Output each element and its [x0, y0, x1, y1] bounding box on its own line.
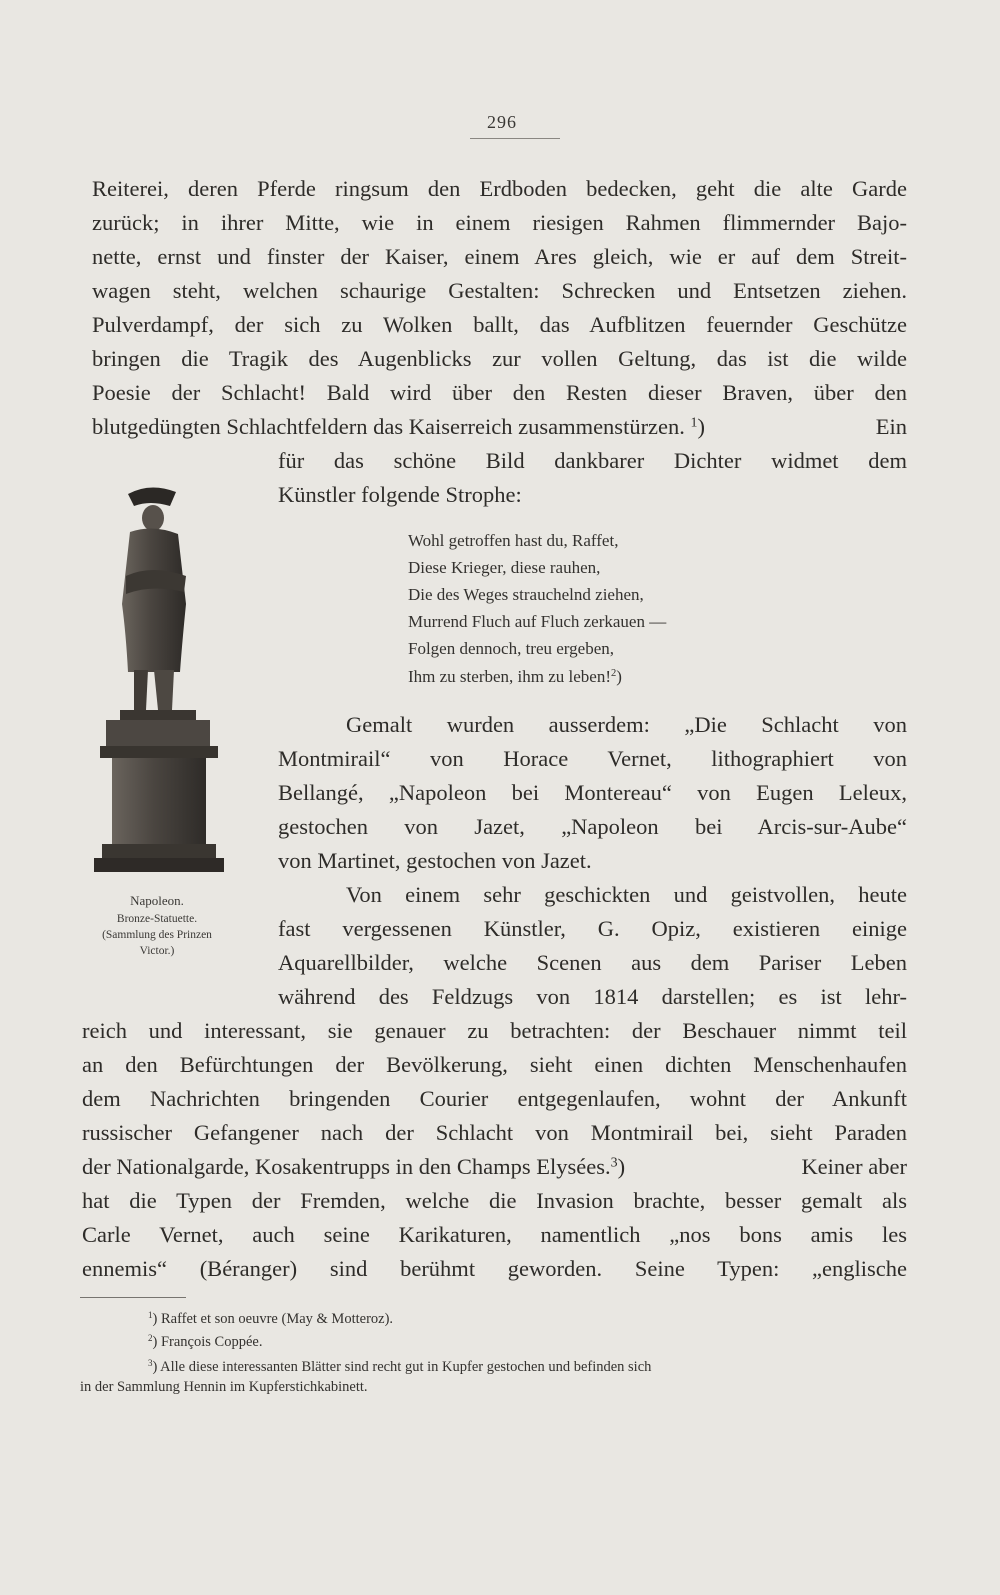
text-line: fast vergessenen Künstler, G. Opiz, existieren einige	[278, 916, 907, 941]
footnote: $^1$) Raffet et son oeuvre (May & Motteroz).	[148, 1310, 394, 1327]
poem-line: Diese Krieger, diese rauhen,	[408, 558, 601, 577]
footnote-ref: 2	[611, 668, 617, 680]
text-line: wagen steht, welchen schaurige Gestalten: Schrecken und Entsetzen ziehen.	[92, 278, 907, 303]
text-line: russischer Gefangener nach der Schlacht von Montmirail bei, sieht Paraden	[82, 1120, 907, 1145]
text-line: Pulverdampf, der sich zu Wolken ballt, das Aufblitzen feuernder Geschütze	[92, 312, 907, 337]
text-line: von Martinet, gestochen von Jazet.	[278, 848, 592, 873]
footnote: $^2$) François Coppée.	[148, 1333, 263, 1350]
napoleon-statuette-illustration	[90, 484, 240, 884]
footnote-ref: 1	[690, 415, 698, 431]
text-line: Reiterei, deren Pferde ringsum den Erdboden bedecken, geht die alte Garde	[92, 176, 907, 201]
text-line: bringen die Tragik des Augenblicks zur vollen Geltung, das ist die wilde	[92, 346, 907, 371]
text-line: Carle Vernet, auch seine Karikaturen, namentlich „nos bons amis les	[82, 1222, 907, 1247]
poem-line: Folgen dennoch, treu ergeben,	[408, 639, 614, 658]
poem-line: Murrend Fluch auf Fluch zerkauen —	[408, 612, 667, 631]
text-line: an den Befürchtungen der Bevölkerung, sieht einen dichten Menschenhaufen	[82, 1052, 907, 1077]
footnote-mark: 2	[148, 1333, 153, 1344]
text-span: der Nationalgarde, Kosakentrupps in den Champs Elysées.$^3$)	[82, 1154, 626, 1179]
figure-caption-title: Napoleon.	[130, 893, 184, 908]
poem-line: Die des Weges strauchelnd ziehen,	[408, 585, 644, 604]
text-line	[92, 416, 907, 439]
text-line: während des Feldzugs von 1814 darstellen; es ist lehr-	[278, 984, 907, 1009]
text-span: blutgedüngten Schlachtfeldern das Kaiserreich zusammenstürzen. $^1$)	[92, 414, 706, 439]
text-line: Von einem sehr geschickten und geistvollen, heute	[346, 882, 907, 907]
footnote-text: Raffet et son oeuvre (May & Motteroz).	[160, 1311, 394, 1327]
page-number: 296	[487, 112, 517, 132]
footnote-rule	[80, 1297, 186, 1298]
figure-caption-line: Bronze-Statuette.	[116, 913, 198, 925]
text-line: Montmirail“ von Horace Vernet, lithographiert von	[278, 746, 907, 771]
figure-caption-line: Victor.)	[139, 945, 175, 957]
text-fragment: Keiner aber	[801, 1154, 907, 1179]
text-fragment: der Nationalgarde, Kosakentrupps in den Champs Elysées.	[82, 1154, 611, 1179]
poem-line: Wohl getroffen hast du, Raffet,	[408, 531, 619, 550]
text-line: ennemis“ (Béranger) sind berühmt geworden. Seine Typen: „englische	[82, 1256, 907, 1281]
footnote	[80, 1380, 368, 1395]
text-line: nette, ernst und finster der Kaiser, einem Ares gleich, wie er auf dem Streit-	[92, 244, 907, 269]
poem-line: Ihm zu sterben, ihm zu leben!$^2$)	[408, 667, 622, 686]
footnote-text: in der Sammlung Hennin im Kupferstichkabinett.	[80, 1379, 368, 1395]
text-line: Poesie der Schlacht! Bald wird über den Resten dieser Braven, über den	[92, 380, 907, 405]
text-line: zurück; in ihrer Mitte, wie in einem riesigen Rahmen flimmernder Bajo-	[92, 210, 907, 235]
figure-caption-line: (Sammlung des Prinzen	[102, 929, 212, 941]
footnote: $^3$) Alle diese interessanten Blätter sind recht gut in Kupfer gestochen und befinden sich	[148, 1358, 652, 1375]
text-line: dem Nachrichten bringenden Courier entgegenlaufen, wohnt der Ankunft	[82, 1086, 907, 1111]
page-number-rule	[470, 138, 560, 139]
text-line	[82, 1156, 907, 1179]
text-fragment: Ihm zu sterben, ihm zu leben!	[408, 667, 611, 686]
text-line: gestochen von Jazet, „Napoleon bei Arcis-sur-Aube“	[278, 814, 907, 839]
text-line: Aquarellbilder, welche Scenen aus dem Pariser Leben	[278, 950, 907, 975]
footnote-text: François Coppée.	[160, 1334, 263, 1350]
text-line: hat die Typen der Fremden, welche die Invasion brachte, besser gemalt als	[82, 1188, 907, 1213]
footnote-text: Alle diese interessanten Blätter sind recht gut in Kupfer gestochen und befinden sich	[160, 1359, 652, 1375]
text-line: Bellangé, „Napoleon bei Montereau“ von Eugen Leleux,	[278, 780, 907, 805]
text-fragment: blutgedüngten Schlachtfeldern das Kaiserreich zusammenstürzen.	[92, 414, 685, 439]
footnote-mark: 3	[148, 1358, 153, 1369]
text-line: für das schöne Bild dankbarer Dichter widmet dem	[278, 448, 907, 473]
text-line: reich und interessant, sie genauer zu betrachten: der Beschauer nimmt teil	[82, 1018, 907, 1043]
footnote-ref: 3	[610, 1155, 618, 1171]
text-line: Künstler folgende Strophe:	[278, 482, 522, 507]
text-fragment: Ein	[875, 414, 907, 439]
text-line: Gemalt wurden ausserdem: „Die Schlacht von	[346, 712, 907, 737]
footnote-mark: 1	[148, 1310, 153, 1321]
